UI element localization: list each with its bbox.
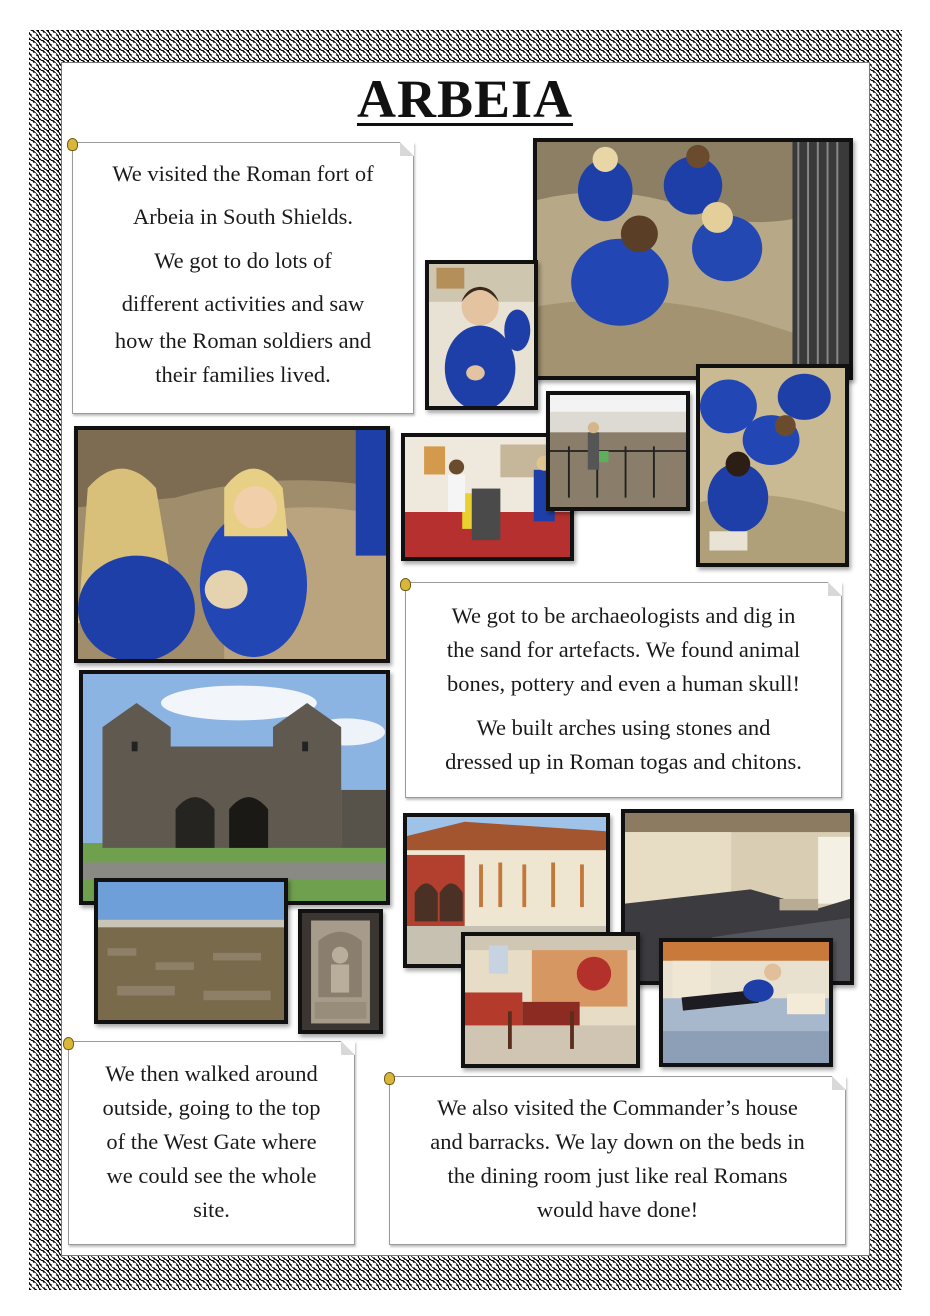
archaeology-line-4: We built arches using stones and [476,715,771,740]
intro-line-3: We got to do lots of [154,248,332,273]
pin-icon [400,578,411,591]
intro-line-2: Arbeia in South Shields. [133,204,353,229]
west-gate-line-4: we could see the whole [106,1163,317,1188]
page-fold-icon [832,1076,846,1090]
page-fold-icon [828,582,842,596]
archaeology-note [405,582,842,798]
dining-room-image [465,936,636,1064]
boy-artefact-image [429,264,534,406]
photo-boy-on-bed [659,938,833,1067]
photo-girls-with-skull [74,426,390,663]
pin-icon [384,1072,395,1085]
commander-line-4: would have done! [536,1197,699,1222]
page-fold-icon [400,142,414,156]
pin-icon [67,138,78,151]
commander-line-2: and barracks. We lay down on the beds in [430,1129,805,1154]
photo-fort-ruins [94,878,288,1024]
gallery-railings-image [550,395,686,507]
archaeology-line-2: the sand for artefacts. We found animal [446,637,801,662]
page-fold-icon [341,1041,355,1055]
west-gate-line-3: of the West Gate where [106,1129,317,1154]
commander-line-3: the dining room just like real Romans [447,1163,788,1188]
page-title: ARBEIA [356,69,574,129]
west-gate-line-2: outside, going to the top [102,1095,321,1120]
intro-line-6: their families lived. [155,362,331,387]
photo-west-gate [79,670,390,905]
tombstone-image [302,913,379,1030]
girls-skull-image [78,430,386,659]
archaeology-line-1: We got to be archaeologists and dig in [451,603,796,628]
photo-dining-room [461,932,640,1068]
photo-gallery-railings [546,391,690,511]
photo-dig-site-wide [533,138,853,380]
archaeology-line-5: dressed up in Roman togas and chitons. [445,749,802,774]
intro-note [72,142,414,414]
children-digging-image [700,368,845,563]
fort-ruins-image [98,882,284,1020]
photo-boy-with-artefact [425,260,538,410]
commander-line-1: We also visited the Commander’s house [437,1095,798,1120]
photo-children-digging [696,364,849,567]
boy-on-bed-image [663,942,829,1063]
intro-line-5: how the Roman soldiers and [114,328,372,353]
dig-site-image [537,142,849,376]
archaeology-line-3: bones, pottery and even a human skull! [446,671,801,696]
west-gate-line-1: We then walked around [105,1061,318,1086]
photo-tombstone [298,909,383,1034]
west-gate-image [83,674,386,901]
intro-line-1: We visited the Roman fort of [112,161,374,186]
intro-line-4: different activities and saw [121,291,365,316]
commander-note [389,1076,846,1245]
west-gate-note [68,1041,355,1245]
pin-icon [63,1037,74,1050]
west-gate-line-5: site. [193,1197,230,1222]
